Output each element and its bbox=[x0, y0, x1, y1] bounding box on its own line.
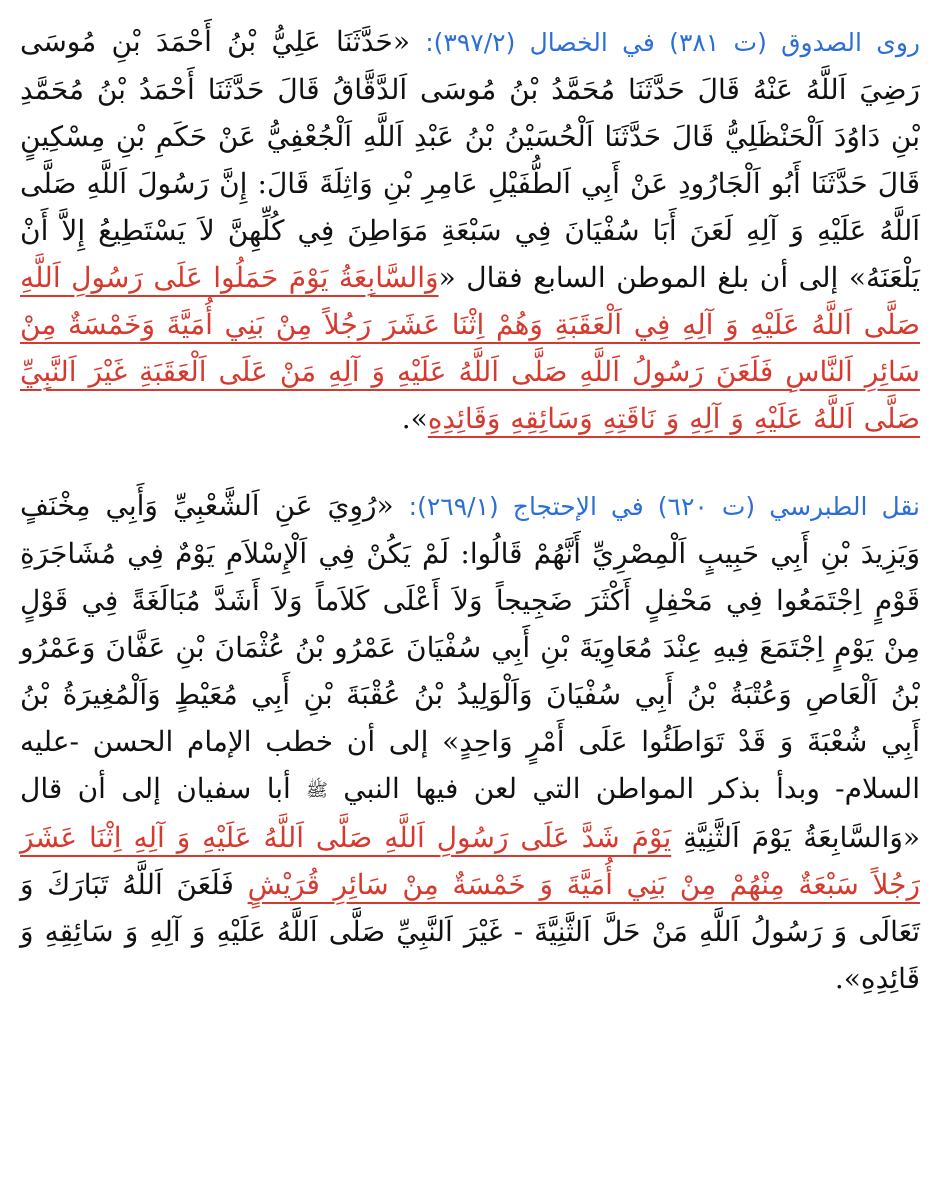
highlighted-hadith-text: يَوْمَ شَدَّ عَلَى رَسُولِ اَللَّهِ صَلَّى اَللَّهُ عَلَيْهِ وَ آلِهِ اِثْنَا عَشَرَ رَجُلاً سَبْعَةٌ مِنْهُمْ مِنْ بَنِي أُمَيَّةَ وَ خَمْسَةٌ مِنْ سَائِرِ قُرَيْشٍ bbox=[20, 821, 920, 901]
closing-text: ». bbox=[401, 402, 428, 435]
salawat-honorific-glyph: ﷺ bbox=[306, 780, 328, 801]
highlighted-hadith-text: وَالسَّابِعَةُ يَوْمَ حَمَلُوا عَلَى رَسُولِ اَللَّهِ صَلَّى اَللَّهُ عَلَيْهِ وَ آلِهِ فِي اَلْعَقَبَةِ وَهُمْ اِثْنَا عَشَرَ رَجُلاً مِنْ بَنِي أُمَيَّةَ وَخَمْسَةٌ مِنْ سَائِرِ اَلنَّاسِ فَلَعَنَ رَسُولُ اَللَّهِ صَلَّى اَللَّهُ عَلَيْهِ وَ آلِهِ مَنْ عَلَى اَلْعَقَبَةِ غَيْرَ اَلنَّبِيِّ صَلَّى اَللَّهُ عَلَيْهِ وَ آلِهِ وَ نَاقَتِهِ وَسَائِقِهِ وَقَائِدِهِ bbox=[20, 261, 920, 435]
closing-text: فَلَعَنَ اَللَّهُ تَبَارَكَ وَ تَعَالَى وَ رَسُولُ اَللَّهِ مَنْ حَلَّ اَلثَّنِيَّةَ - غَيْرَ اَلنَّبِيِّ صَلَّى اَللَّهُ عَلَيْهِ وَ آلِهِ وَ سَائِقِهِ وَ قَائِدِهِ». bbox=[20, 868, 920, 995]
source-citation: روى الصدوق (ت ٣٨١) في الخصال (٣٩٧/٢): bbox=[425, 28, 920, 57]
source-citation: نقل الطبرسي (ت ٦٢٠) في الإحتجاج (٢٦٩/١): bbox=[408, 492, 921, 521]
hadith-intro-continuation: أبا سفيان إلى أن قال «وَالسَّابِعَةُ يَوْمَ اَلثَّنِيَّةِ bbox=[20, 772, 920, 854]
hadith-intro-text: «رُوِيَ عَنِ اَلشَّعْبِيِّ وَأَبِي مِخْنَفٍ وَيَزِيدَ بْنِ أَبِي حَبِيبٍ اَلْمِصْرِيِّ أَنَّهُمْ قَالُوا: لَمْ يَكُنْ فِي اَلْإِسْلاَمِ يَوْمٌ فِي مُشَاجَرَةِ قَوْمٍ اِجْتَمَعُوا فِي مَحْفِلٍ أَكْثَرَ ضَجِيجاً وَلاَ أَعْلَى كَلاَماً وَلاَ أَشَدَّ مُبَالَغَةً فِي قَوْلٍ مِنْ يَوْمٍ اِجْتَمَعَ فِيهِ عِنْدَ مُعَاوِيَةَ بْنِ أَبِي سُفْيَانَ عَمْرُو بْنُ عُثْمَانَ بْنِ عَفَّانَ وَعَمْرُو بْنُ اَلْعَاصِ وَعُتْبَةُ بْنُ أَبِي سُفْيَانَ وَاَلْوَلِيدُ بْنُ عُقْبَةَ بْنِ أَبِي مُعَيْطٍ وَاَلْمُغِيرَةُ بْنُ أَبِي شُعْبَةَ وَ قَدْ تَوَاطَئُوا عَلَى أَمْرٍ وَاحِدٍ» إلى أن خطب الإمام الحسن -عليه السلام- وبدأ بذكر المواطن التي لعن فيها النبي bbox=[20, 489, 920, 805]
hadith-intro-text: «حَدَّثَنَا عَلِيُّ بْنُ أَحْمَدَ بْنِ مُوسَى رَضِيَ اَللَّهُ عَنْهُ قَالَ حَدَّثَنَا مُحَمَّدُ بْنُ مُوسَى اَلدَّقَّاقُ قَالَ حَدَّثَنَا أَحْمَدُ بْنُ مُحَمَّدِ بْنِ دَاوُدَ اَلْحَنْظَلِيُّ قَالَ حَدَّثَنَا اَلْحُسَيْنُ بْنُ عَبْدِ اَللَّهِ اَلْجُعْفِيُّ عَنْ حَكَمِ بْنِ مِسْكِينٍ قَالَ حَدَّثَنَا أَبُو اَلْجَارُودِ عَنْ أَبِي اَلطُّفَيْلِ عَامِرِ بْنِ وَاثِلَةَ قَالَ: إِنَّ رَسُولَ اَللَّهِ صَلَّى اَللَّهُ عَلَيْهِ وَ آلِهِ لَعَنَ أَبَا سُفْيَانَ فِي سَبْعَةِ مَوَاطِنَ فِي كُلِّهِنَّ لاَ يَسْتَطِيعُ إِلاَّ أَنْ يَلْعَنَهُ» إلى أن بلغ الموطن السابع فقال « bbox=[20, 25, 921, 294]
passage-khisal bbox=[20, 18, 920, 442]
passage-ihtijaj bbox=[20, 482, 920, 1002]
